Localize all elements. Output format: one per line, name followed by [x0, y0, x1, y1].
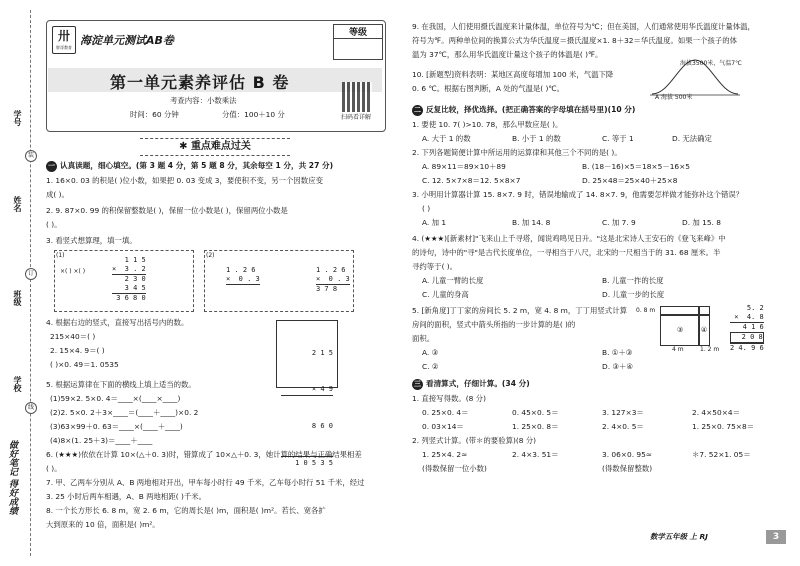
q4-b: 2. 15×4. 9＝( ) [50, 346, 105, 355]
calc-item: 2. 4×0. 5＝ [602, 422, 644, 431]
q9-line1: 9. 在我国，人们使用摄氏温度来计量体温，单位符号为℃；但在美国，人们通常使用华氏温度计量体温， [412, 22, 755, 31]
s2q4-option-c: C. 儿童的身高 [422, 290, 469, 299]
s2q3-option-a: A. 加 1 [422, 218, 447, 227]
q3-vertical-2b: 1 . 2 6 × 0 . 3 3 7 8 [316, 266, 350, 293]
bind-circle: 订 [25, 268, 37, 280]
s2q3-prompt: 3. 小明用计算器计算 15. 8×7. 9 时，错误地输成了 14. 8×7. 9，他需要怎样做才能弥补这个错误？ [412, 190, 744, 199]
s2q1-prompt: 1. 要使 10. 7( )>10. 78，那么甲数应是( )。 [412, 120, 563, 129]
s2q5-line1: 5. [新角度]丁丁家的房间长 5. 2 m，宽 4. 8 m，丁丁用竖式计算 [412, 306, 627, 315]
s2q1-option-b: B. 小于 1 的数 [512, 134, 561, 143]
q3-prompt: 3. 看竖式想算理，填一填。 [46, 236, 137, 245]
s3q2-prompt: 2. 列竖式计算。(带＊的要验算)(8 分) [412, 436, 537, 445]
page-number: 3 [766, 530, 786, 544]
s2q5-line2: 房间的面积，竖式中箭头所指的一步计算的是( )的 [412, 320, 576, 329]
qr-code-icon[interactable] [342, 82, 372, 112]
q3-box-1-label: (1) [56, 252, 65, 259]
note-integer: (得数保留整数) [602, 464, 653, 473]
q5-c: (3)63×99＋0. 63＝____×(____＋____) [50, 422, 183, 431]
s2q4-option-b: B. 儿童一拃的长度 [602, 276, 664, 285]
q8-line1: 8. 一个长方形长 6. 8 m，宽 2. 6 m，它的周长是( )m，面积是( )m²。若长、宽各扩 [46, 506, 326, 515]
margin-label-class: 班级 [13, 290, 22, 306]
section-3-heading: 三 看清算式，仔细计算。(34 分) [414, 379, 530, 388]
room-label-0-8: 0. 8 m [636, 307, 656, 314]
note-one-decimal: (得数保留一位小数) [422, 464, 487, 473]
calc-item: 3. 127×3＝ [602, 408, 644, 417]
s2q4-line3: 寻约等于( )。 [412, 262, 458, 271]
q2-line2: ( )。 [46, 220, 62, 229]
footer-text: 数学五年级 上 RJ [650, 532, 708, 541]
exam-content: 考查内容：小数乘法 [170, 96, 237, 105]
q7-line1: 7. 甲、乙两车分别从 A、B 两地相对开出，甲车每小时行 49 千米，乙车每小时行 51 千米，经过 [46, 478, 365, 487]
calc-item: 0. 25×0. 4＝ [422, 408, 469, 417]
q3-box-2-label: (2) [206, 252, 215, 259]
calc-item: ＊7. 52×1. 05＝ [692, 450, 751, 459]
q4-grid: 2 1 5 × 4 9 8 6 0 1 0 5 3 5 [276, 320, 338, 388]
margin-motto: 做好笔记 得好成绩 [7, 440, 17, 516]
q8-line2: 大到原来的 10 倍，面积是( )m²。 [46, 520, 160, 529]
s3q1-prompt: 1. 直接写得数。(8 分) [412, 394, 486, 403]
calc-item: 2. 4×50×4＝ [692, 408, 740, 417]
calc-item: 0. 45×0. 5＝ [512, 408, 559, 417]
bind-circle: 装 [25, 150, 37, 162]
q9-line3: 温为 37℃，那么用华氏温度计量这个孩子的体温是( )℉。 [412, 50, 603, 59]
s2q3-option-b: B. 加 14. 8 [512, 218, 551, 227]
s2q4-line1: 4. (★★★)[新素材]"飞来山上千寻塔，闻说鸡鸣见日升。"这是北宋诗人王安石的《登飞来峰》中 [412, 234, 726, 243]
room-vertical: 5. 2 × 4. 8 4 1 6 2 0 8 2 4. 9 6 [730, 304, 764, 352]
grade-label: 等级 [334, 25, 382, 39]
s2q3-paren: ( ) [422, 204, 431, 213]
margin-label-name: 姓名 [13, 196, 22, 212]
q5-a: (1)59×2. 5×0. 4＝____×(____×____) [50, 394, 181, 403]
exam-time: 时间：60 分钟 [130, 110, 179, 119]
q2-line1: 2. 9. 87×0. 99 的积保留整数是( )，保留一位小数是( )，保留两位小数是 [46, 206, 288, 215]
room-diagram: ③ ④ [660, 306, 710, 346]
binding-margin [0, 0, 38, 566]
s2q2-prompt: 2. 下列各题简便计算中所运用的运算律和其他三个不同的是( )。 [412, 148, 622, 157]
graph-a-label: A 海拔 500米 [655, 94, 693, 101]
q5-d: (4)8×(1. 25＋3)＝____＋____ [50, 436, 153, 445]
calc-item: 3. 06×0. 95≈ [602, 450, 652, 459]
s2q2-option-b: B. (18－16)×5＝18×5－16×5 [582, 162, 691, 171]
s2q2-option-c: C. 12. 5×7×8＝12. 5×8×7 [422, 176, 521, 185]
s2q3-option-c: C. 加 7. 9 [602, 218, 636, 227]
q3-vertical-1: 1 1 5 × 3 . 2 2 3 0 3 4 5 3 6 8 0 [112, 256, 146, 302]
series-title: 海淀单元测试AB卷 [80, 34, 174, 47]
s2q5-option-a: A. ③ [422, 348, 439, 357]
calc-item: 2. 4×3. 51＝ [512, 450, 559, 459]
q9-line2: 符号为℉。两种单位间的换算公式为华氏温度＝摄氏温度×1. 8＋32＝华氏温度。如果一个孩子的体 [412, 36, 737, 45]
q10-line2: 0. 6 ℃。根据右图判断，A 处的气温是( )℃。 [412, 84, 565, 93]
margin-label-school: 学校 [13, 376, 22, 392]
s2q4-option-a: A. 儿童一臂的长度 [422, 276, 484, 285]
s2q1-option-d: D. 无法确定 [672, 134, 712, 143]
s2q5-option-d: D. ③＋④ [602, 362, 634, 371]
s2q2-option-a: A. 89×11＝89×10＋89 [422, 162, 506, 171]
s2q4-option-d: D. 儿童一步的长度 [602, 290, 665, 299]
section-2-heading: 二 反复比较，择优选择。(把正确答案的字母填在括号里)(10 分) [414, 105, 636, 114]
q1-line1: 1. 16×0. 03 的积是( )位小数，如果把 0. 03 变成 3，要使积不变，另一个因数应变 [46, 176, 323, 185]
s2q3-option-d: D. 加 15. 8 [682, 218, 721, 227]
s2q5-option-c: C. ② [422, 362, 439, 371]
s2q1-option-a: A. 大于 1 的数 [422, 134, 471, 143]
calc-item: 1. 25×4. 2≈ [422, 450, 468, 459]
calc-item: 0. 03×14＝ [422, 422, 464, 431]
q1-line2: 成( )。 [46, 190, 69, 199]
room-label-1-2: 1. 2 m [700, 346, 720, 353]
exam-score: 分值：100＋10 分 [222, 110, 285, 119]
banner: ✱ 重点难点过关 [140, 138, 290, 156]
q4-a: 215×40＝( ) [50, 332, 96, 341]
calc-item: 1. 25×0. 75×8＝ [692, 422, 755, 431]
q3-vertical-2a: 1 . 2 6 × 0 . 3 [226, 266, 260, 283]
margin-label-student-id: 学号 [13, 110, 22, 126]
section-1-heading: 一 认真读题，细心填空。(第 3 题 4 分，第 5 题 8 分，其余每空 1 分，共 27 分) [48, 161, 334, 170]
bind-circle: 线 [25, 402, 37, 414]
page-title: 第一单元素养评估 B 卷 [110, 73, 290, 92]
qr-caption: 扫码看详解 [341, 114, 372, 121]
s2q5-line3: 面积。 [412, 334, 435, 343]
cut-line [30, 10, 31, 556]
s2q1-option-c: C. 等于 1 [602, 134, 634, 143]
q4-prompt: 4. 根据右边的竖式，直接写出括号内的数。 [46, 318, 189, 327]
graph-top-label: 海拔3500米，气温7℃ [680, 60, 742, 67]
q7-line2: 3. 25 小时后两车相遇，A、B 两地相距( )千米。 [46, 492, 206, 501]
q3-fill: ×( ) ×( ) [60, 268, 86, 275]
q5-b: (2)2. 5×0. 2＋3×____＝(____＋____)×0. 2 [50, 408, 199, 417]
q6-line2: ( )。 [46, 464, 62, 473]
room-label-4: 4 m [672, 346, 684, 353]
q6-line1: 6. (★★★)依依在计算 10×(△＋0. 3)时，错算成了 10×△＋0. 3，她计算的结果与正确结果相差 [46, 450, 362, 459]
calc-item: 1. 25×0. 8＝ [512, 422, 559, 431]
grade-box [333, 24, 383, 60]
q5-prompt: 5. 根据运算律在下面的横线上填上适当的数。 [46, 380, 196, 389]
s2q2-option-d: D. 25×48＝25×40＋25×8 [582, 176, 678, 185]
s2q4-line2: 的诗句，诗中的"寻"是古代长度单位，一寻相当于八尺，北宋的一尺相当于的 31. 68 厘米。半 [412, 248, 721, 257]
logo-icon: 卅 胖哥教育 [52, 26, 76, 54]
q4-c: ( )×0. 49＝1. 0535 [50, 360, 119, 369]
q10-line1: 10. [新题型]资料表明：某地区高度每增加 100 米，气温下降 [412, 70, 614, 79]
s2q5-option-b: B. ①＋③ [602, 348, 633, 357]
